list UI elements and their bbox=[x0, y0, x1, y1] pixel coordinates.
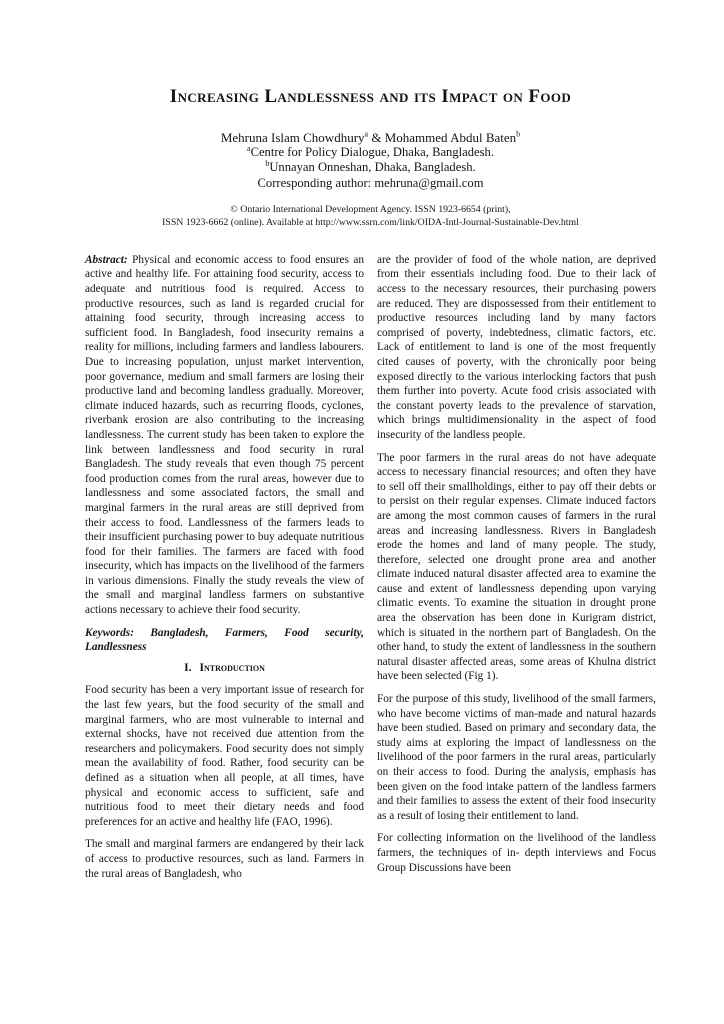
author-2: Mohammed Abdul Baten bbox=[384, 130, 517, 145]
author-2-superscript: b bbox=[516, 129, 521, 139]
affiliation-b bbox=[85, 160, 656, 175]
affiliation-b-text: Unnayan Onneshan, Dhaka, Bangladesh. bbox=[269, 160, 476, 175]
abstract-text: Physical and economic access to food ensures an active and healthy life. For attaining food security, access to adequate and nutritious food is required. Access to productive resources, such as land is regarded crucial for attaining food security, through increasing access to sufficient food. In Bangladesh, food insecurity remains a reality for millions, including farmers and landless labourers. Due to increasing population, unjust market intervention, poor governance, medium and small farmers are losing their productive land and becoming landless gradually. Moreover, climate induced hazards, such as recurring floods, cyclones, riverbank erosion are also contributing to the increasing landlessness. The current study has been taken to explore the link between landlessness and food security in rural Bangladesh. The study reveals that even though 75 percent food production comes from the rural areas, however due to landlessness and some associated factors, the small and marginal farmers in the rural areas are still deprived from their access to food. Landlessness of the farmers leads to their insufficient purchasing power to buy adequate nutritious food for their families. The farmers are faced with food insecurity, which has impacts on the livelihood of the farmers in various dimensions. Finally the study reveals the view of the small and marginal landless farmers on substantive actions necessary to achieve their food security. bbox=[85, 253, 364, 617]
section-number: I. bbox=[184, 660, 192, 674]
introduction-paragraph-1: Food security has been a very important issue of research for the last few years, but the food security of the small and marginal farmers, who are most vulnerable to internal and external shocks, have not received due attention from the researchers and policymakers. Food security does not simply mean the availability of food. Rather, food security can be defined as a situation when all people, at all times, have physical and economic access to sufficient, safe and nutritious food to meet their dietary needs and food preferences for an active and healthy life (FAO, 1996). bbox=[85, 684, 364, 828]
keywords-text: : Bangladesh, Farmers, Food security, Landlessness bbox=[85, 626, 364, 654]
keywords-line bbox=[85, 626, 364, 655]
section-title: Introduction bbox=[199, 660, 265, 674]
paper-content bbox=[85, 86, 656, 889]
body-paragraph-1: are the provider of food of the whole nation, are deprived from their essentials including food. Due to their lack of access to the necessary resources, their purchasing powers are reduced. They are dispossessed from their entitlement to productive resources including land by many factors comprised of poverty, indebtedness, climatic factors, etc. Lack of entitlement to land is one of the most frequently cited causes of poverty, with the chronically poor being exposed directly to the various interlocking factors that push them further into poverty. Acute food crisis associated with the constant poverty leads to the prevalence of starvation, which brings multidimensionality in the aspect of food insecurity of the landless people. bbox=[377, 253, 656, 441]
abstract-paragraph bbox=[85, 253, 364, 618]
affiliation-a-superscript: a bbox=[247, 144, 251, 154]
two-column-body bbox=[85, 253, 656, 889]
paper-title: Increasing Landlessness and its Impact on Food bbox=[169, 86, 572, 107]
authors-line bbox=[85, 130, 656, 145]
copyright-line-2: ISSN 1923-6662 (online). Available at http://www.ssrn.com/link/OIDA-Intl-Journal-Sustainable-Dev.html bbox=[162, 216, 579, 228]
author-1-superscript: a bbox=[364, 129, 369, 139]
author-1: Mehruna Islam Chowdhury bbox=[220, 130, 365, 145]
body-paragraph-4: For collecting information on the livelihood of the landless farmers, the techniques of in- depth interviews and Focus Group Discussions have been bbox=[377, 832, 656, 874]
abstract-label: Abstract: bbox=[85, 253, 128, 266]
affiliation-a-text: Centre for Policy Dialogue, Dhaka, Bangladesh. bbox=[250, 145, 494, 160]
keywords-label: Keywords bbox=[85, 626, 131, 639]
author-block bbox=[85, 130, 656, 191]
affiliation-a bbox=[85, 145, 656, 160]
right-column bbox=[377, 253, 656, 889]
introduction-paragraph-2: The small and marginal farmers are endangered by their lack of access to productive resources, such as land. Farmers in the rural areas of Bangladesh, who bbox=[85, 838, 364, 880]
copyright-line-1: © Ontario International Development Agency. ISSN 1923-6654 (print), bbox=[230, 203, 511, 215]
body-paragraph-2: The poor farmers in the rural areas do not have adequate access to necessary financial resources; and often they have to sell off their smallholdings, either to pay off their debts or to persist on their regular expenses. Climate induced factors are among the most common causes of farmers in the rural areas and increasing landlessness. Rivers in Bangladesh erode the homes and land of many people. The study, therefore, selected one drought prone area and another climate induced natural disaster affected area to examine the cause and extent of landlessness depending upon varying climatic events. To examine the situation in drought prone area the observation has been done in Kurigram district, which is situated in the northern part of Bangladesh. On the other hand, to study the extent of landlessness in the southern natural disaster affected areas, some areas of Khulna district have been selected (Fig 1). bbox=[377, 451, 656, 683]
author-joiner: & bbox=[371, 130, 382, 145]
section-heading-introduction bbox=[85, 661, 364, 676]
affiliation-b-superscript: b bbox=[265, 159, 270, 169]
corresponding-author-line: Corresponding author: mehruna@gmail.com bbox=[257, 175, 484, 190]
body-paragraph-3: For the purpose of this study, livelihood of the small farmers, who have become victims of man-made and natural hazards have been studied. Based on primary and secondary data, the study aims at exploring the impact of landlessness on the livelihood of the poor farmers in the rural areas, particularly on their access to food. During the analysis, emphasis has been given on the food intake pattern of the landless farmers and their families to assess the extent of their food insecurity as a result of losing their entitlement to land. bbox=[377, 693, 656, 822]
copyright-block bbox=[85, 203, 656, 229]
left-column bbox=[85, 253, 364, 889]
